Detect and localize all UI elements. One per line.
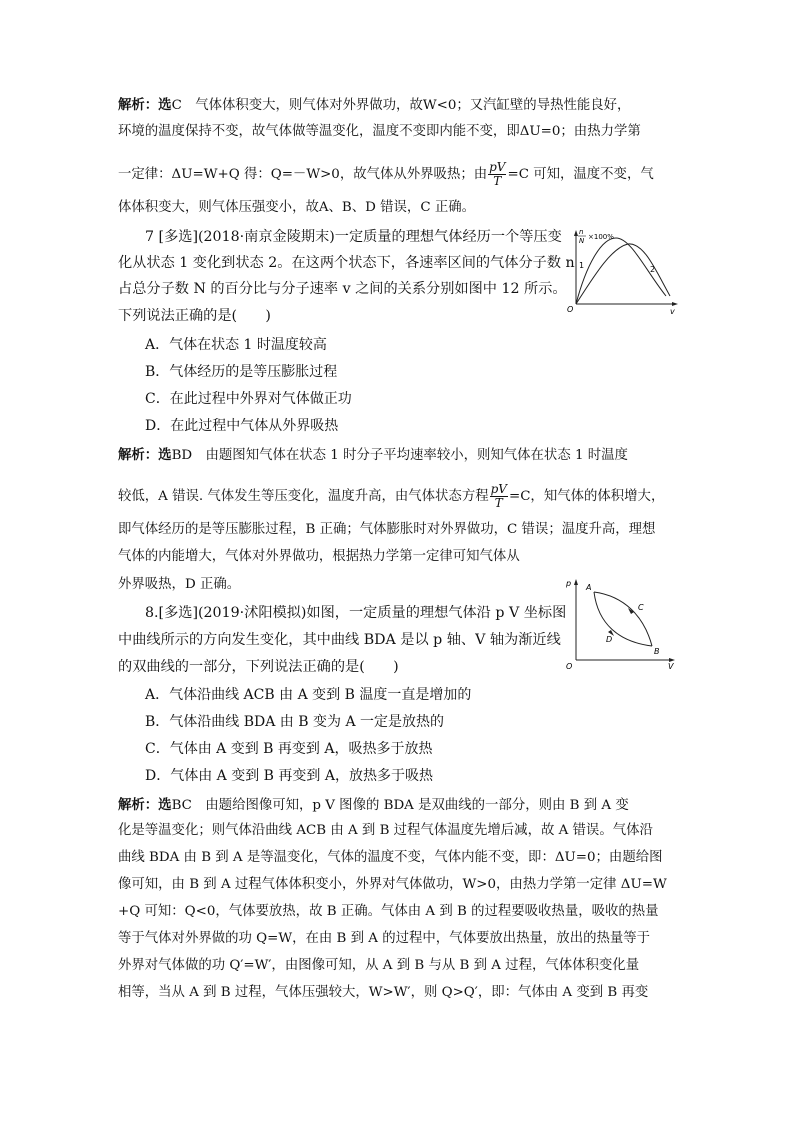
answer: BD <box>171 448 193 463</box>
x-label: v <box>670 307 675 314</box>
q8-option-b: B．气体沿曲线 BDA 由 B 变为 A 一定是放热的 <box>145 714 445 730</box>
origin-label: O <box>566 662 573 670</box>
q7-figure <box>566 226 680 314</box>
q7-option-c: C．在此过程中外界对气体做正功 <box>145 391 352 407</box>
q7-stem-4: 下列说法正确的是( ) <box>118 308 271 324</box>
answer: BC <box>171 798 192 813</box>
q8-figure <box>564 574 680 670</box>
q8-option-d: D．气体由 A 变到 B 再变到 A，放热多于吸热 <box>145 768 433 784</box>
sol7-text-1: 由题图知气体在状态 1 时分子平均速率较小，则知气体在状态 1 时温度 <box>205 448 628 463</box>
p-axis-arrow <box>574 579 578 585</box>
sol8-text-1: 由题给图像可知，p V 图像的 BDA 是双曲线的一部分，则由 B 到 A 变 <box>205 798 629 813</box>
sol6-text-1: 气体体积变大，则气体对外界做功，故W<0；又汽缸壁的导热性能良好， <box>195 98 631 113</box>
sol7-line-4: 气体的内能增大，气体对外界做功，根据热力学第一定律可知气体从 <box>118 549 520 564</box>
frac-numerator: pV <box>490 482 507 496</box>
solution-label: 解析：选 <box>118 97 172 113</box>
point-d-label: D <box>606 635 613 644</box>
q7-stem-3: 占总分子数 N 的百分比与分子速率 v 之间的关系分别如图中 12 所示。 <box>118 281 567 297</box>
frac-denominator: T <box>493 174 502 188</box>
sol7-text-2b: =C，知气体的体积增大， <box>508 489 665 504</box>
q7-option-d: D．在此过程中气体从外界吸热 <box>145 418 339 434</box>
q7-option-b: B．气体经历的是等压膨胀过程 <box>145 364 338 380</box>
sol7-line-3: 即气体经历的是等压膨胀过程，B 正确；气体膨胀时对外界做功，C 错误；温度升高，理想 <box>118 522 656 537</box>
q8-option-c: C．气体由 A 变到 B 再变到 A，吸热多于放热 <box>145 741 433 757</box>
curve-state-2 <box>576 244 670 304</box>
sol7-line-1 <box>118 446 628 465</box>
sol7-line-5: 外界吸热，D 正确。 <box>118 577 241 592</box>
sol8-line-4: 像可知，由 B 到 A 过程气体体积变小，外界对气体做功，W>0，由热力学第一定律 ΔU=W <box>118 877 667 892</box>
sol7-line-2 <box>118 483 664 510</box>
solution-label: 解析：选 <box>118 447 172 463</box>
point-a-label: A <box>586 583 592 592</box>
q8-stem-1: 8.[多选](2019·沭阳模拟)如图，一定质量的理想气体沿 p V 坐标图 <box>145 605 567 621</box>
sol6-text-3b: =C 可知，温度不变，气 <box>507 167 654 182</box>
sol6-line-1 <box>118 96 630 115</box>
q7-stem-1: 7 [多选](2018·南京金陵期末)一定质量的理想气体经历一个等压变 <box>145 229 562 245</box>
frac-numerator: pV <box>489 160 506 174</box>
sol6-line-3 <box>118 161 654 188</box>
y-axis-arrow <box>574 230 578 236</box>
sol8-line-7: 外界对气体做的功 Q′=W′，由图像可知，从 A 到 B 与从 B 到 A 过程，气体体积变化量 <box>118 958 640 973</box>
curve-bda <box>594 592 652 646</box>
ylabel-numerator: n <box>579 228 584 236</box>
sol8-line-8: 相等，当从 A 到 B 过程，气体压强较大，W>W′，则 Q>Q′，即：气体由 A 变到 B 再变 <box>118 985 649 1000</box>
fraction-pv-over-t <box>488 161 506 188</box>
q8-stem-2: 中曲线所示的方向发生变化，其中曲线 BDA 是以 p 轴、V 轴为渐近线 <box>118 632 561 648</box>
q8-stem-3: 的双曲线的一部分，下列说法正确的是( ) <box>118 659 399 675</box>
v-label: V <box>668 662 674 670</box>
sol8-line-6: 等于气体对外界做的功 Q=W，在由 B 到 A 的过程中，气体要放出热量，放出的热量等于 <box>118 931 651 946</box>
point-c-label: C <box>638 603 644 612</box>
ylabel-denominator: N <box>579 237 585 245</box>
point-b-label: B <box>654 647 660 656</box>
frac-denominator: T <box>494 496 503 510</box>
x-axis-arrow <box>672 302 678 306</box>
sol7-text-2a: 较低，A 错误. 气体发生等压变化，温度升高，由气体状态方程 <box>118 489 489 504</box>
answer: C <box>171 98 182 113</box>
fraction-pv-over-t <box>490 483 508 510</box>
curve-1-label: 1 <box>579 261 585 270</box>
curve-2-label: 2 <box>650 265 656 274</box>
sol6-line-2: 环境的温度保持不变，故气体做等温变化，温度不变即内能不变，即ΔU=0；由热力学第 <box>118 124 641 139</box>
sol8-line-1 <box>118 796 629 815</box>
solution-label: 解析：选 <box>118 797 172 813</box>
q8-option-a: A．气体沿曲线 ACB 由 A 变到 B 温度一直是增加的 <box>145 687 472 703</box>
sol8-line-2: 化是等温变化；则气体沿曲线 ACB 由 A 到 B 过程气体温度先增后减，故 A 错误。气体沿 <box>118 823 653 838</box>
q7-stem-2: 化从状态 1 变化到状态 2。在这两个状态下，各速率区间的气体分子数 n <box>118 255 575 271</box>
origin-label: O <box>567 305 574 314</box>
q7-option-a: A．气体在状态 1 时温度较高 <box>145 337 327 353</box>
sol8-line-5: +Q 可知：Q<0，气体要放热，故 B 正确。气体由 A 到 B 的过程要吸收热量，吸收的热量 <box>118 904 659 919</box>
sol6-text-3a: 一定律：ΔU=W+Q 得：Q=－W>0，故气体从外界吸热；由 <box>118 167 488 182</box>
p-label: p <box>566 579 572 588</box>
ylabel-suffix: ×100% <box>588 233 614 241</box>
sol6-line-4: 体体积变大，则气体压强变小，故A、B、D 错误，C 正确。 <box>118 200 475 215</box>
sol8-line-3: 曲线 BDA 由 B 到 A 是等温变化，气体的温度不变，气体内能不变，即：ΔU=0；由题给图 <box>118 850 663 865</box>
